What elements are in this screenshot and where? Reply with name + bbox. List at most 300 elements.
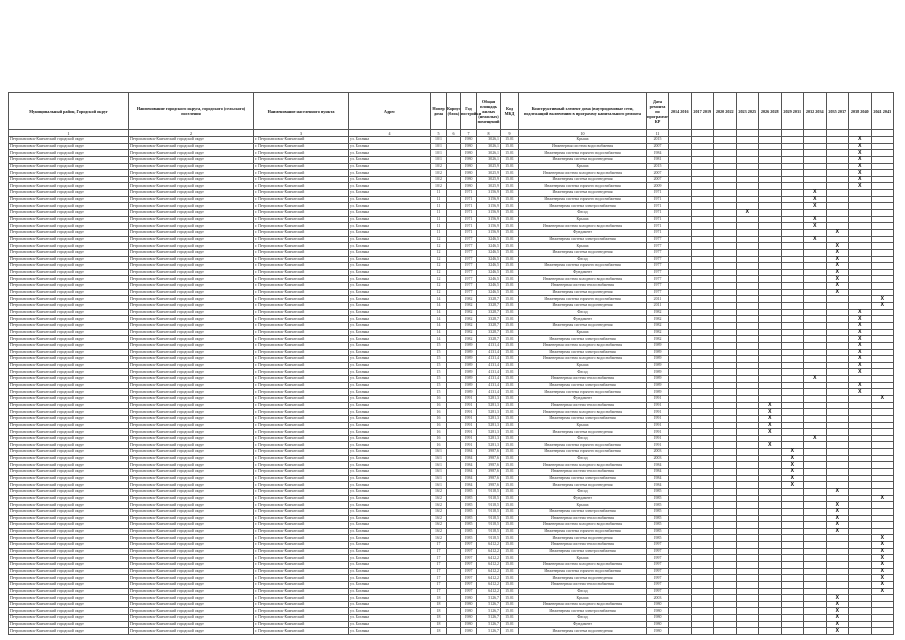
cell-area: 3246,5 — [477, 256, 501, 263]
cell-block — [447, 196, 461, 203]
cell-period-5 — [759, 568, 782, 575]
cell-period-6 — [781, 376, 804, 383]
cell-period-9 — [849, 190, 872, 197]
cell-period-5 — [759, 156, 782, 163]
cell-code: 15.01 — [501, 435, 519, 442]
cell-element: Инженерная система холодного водоснабжения — [519, 276, 647, 283]
cell-street: ул. Бохняка — [349, 615, 431, 622]
cell-period-1 — [669, 482, 692, 489]
cell-period-8 — [826, 143, 849, 150]
cell-period-6 — [781, 369, 804, 376]
table-row — [9, 283, 894, 290]
cell-period-10 — [871, 422, 894, 429]
cell-code: 15.01 — [501, 575, 519, 582]
cell-period-3 — [714, 615, 737, 622]
cell-locality: г. Петропавловск-Камчатский — [254, 170, 349, 177]
cell-period-3 — [714, 303, 737, 310]
cell-period-1 — [669, 223, 692, 230]
cell-street: ул. Бохняка — [349, 435, 431, 442]
cell-period-2 — [691, 429, 714, 436]
cell-code: 15.01 — [501, 256, 519, 263]
cell-period-4 — [736, 522, 759, 529]
cell-period-10 — [871, 362, 894, 369]
cell-period-2 — [691, 276, 714, 283]
cell-period-2 — [691, 150, 714, 157]
cell-period-4 — [736, 469, 759, 476]
column-number: 9 — [501, 130, 519, 137]
column-number: 2 — [129, 130, 254, 137]
cell-repair-date: 1997 — [647, 568, 669, 575]
cell-element: Инженерная система горячего водоснабжения — [519, 183, 647, 190]
period-mark: X — [849, 342, 872, 349]
cell-year: 1977 — [461, 283, 477, 290]
cell-period-3 — [714, 415, 737, 422]
cell-repair-date: 1982 — [647, 329, 669, 336]
cell-district: Петропавловск-Камчатский городской округ — [9, 296, 129, 303]
cell-period-7 — [804, 389, 827, 396]
cell-block — [447, 522, 461, 529]
cell-period-10 — [871, 249, 894, 256]
cell-district: Петропавловск-Камчатский городской округ — [9, 415, 129, 422]
cell-period-4 — [736, 449, 759, 456]
cell-district: Петропавловск-Камчатский городской округ — [9, 356, 129, 363]
cell-period-10 — [871, 316, 894, 323]
cell-element: Фасад — [519, 615, 647, 622]
cell-area: 5281,3 — [477, 435, 501, 442]
cell-house: 14 — [431, 296, 447, 303]
cell-street: ул. Бохняка — [349, 342, 431, 349]
cell-element: Инженерная система холодного водоснабжения — [519, 562, 647, 569]
cell-district: Петропавловск-Камчатский городской округ — [9, 223, 129, 230]
cell-year: 1997 — [461, 588, 477, 595]
cell-period-5 — [759, 229, 782, 236]
cell-area: 5281,3 — [477, 442, 501, 449]
cell-district: Петропавловск-Камчатский городской округ — [9, 276, 129, 283]
cell-element: Инженерная система горячего водоснабжения — [519, 449, 647, 456]
cell-period-1 — [669, 535, 692, 542]
cell-period-6 — [781, 349, 804, 356]
cell-period-5 — [759, 289, 782, 296]
cell-settlement: Петропавловск-Камчатский городской округ — [129, 482, 254, 489]
cell-block — [447, 210, 461, 217]
cell-period-9 — [849, 216, 872, 223]
cell-area: 3156,9 — [477, 216, 501, 223]
cell-period-7 — [804, 562, 827, 569]
cell-period-10 — [871, 528, 894, 535]
cell-period-9 — [849, 210, 872, 217]
cell-year: 1989 — [461, 382, 477, 389]
cell-settlement: Петропавловск-Камчатский городской округ — [129, 548, 254, 555]
cell-period-6 — [781, 488, 804, 495]
cell-period-10 — [871, 462, 894, 469]
cell-repair-date: 1985 — [647, 528, 669, 535]
cell-year: 1989 — [461, 349, 477, 356]
cell-period-3 — [714, 150, 737, 157]
cell-period-10 — [871, 196, 894, 203]
cell-period-3 — [714, 196, 737, 203]
cell-district: Петропавловск-Камчатский городской округ — [9, 309, 129, 316]
cell-year: 1985 — [461, 495, 477, 502]
cell-period-1 — [669, 249, 692, 256]
cell-year: 1982 — [461, 329, 477, 336]
cell-street: ул. Бохняка — [349, 548, 431, 555]
cell-settlement: Петропавловск-Камчатский городской округ — [129, 515, 254, 522]
cell-period-5 — [759, 542, 782, 549]
table-row — [9, 562, 894, 569]
table-row — [9, 588, 894, 595]
cell-element: Инженерная система водоотведения — [519, 289, 647, 296]
cell-period-8 — [826, 575, 849, 582]
cell-period-3 — [714, 236, 737, 243]
cell-period-5 — [759, 336, 782, 343]
cell-period-9 — [849, 495, 872, 502]
cell-period-8 — [826, 475, 849, 482]
cell-code: 15.01 — [501, 269, 519, 276]
cell-period-2 — [691, 336, 714, 343]
period-mark: X — [826, 276, 849, 283]
cell-period-9 — [849, 542, 872, 549]
cell-period-4 — [736, 336, 759, 343]
cell-repair-date: 1984 — [647, 462, 669, 469]
cell-area: 3987,6 — [477, 455, 501, 462]
cell-period-5 — [759, 190, 782, 197]
cell-period-1 — [669, 455, 692, 462]
cell-period-6 — [781, 269, 804, 276]
cell-period-10 — [871, 442, 894, 449]
cell-period-5 — [759, 588, 782, 595]
cell-year: 1985 — [461, 535, 477, 542]
cell-period-7 — [804, 356, 827, 363]
cell-period-5 — [759, 349, 782, 356]
cell-settlement: Петропавловск-Камчатский городской округ — [129, 223, 254, 230]
cell-period-10 — [871, 236, 894, 243]
table-row — [9, 362, 894, 369]
cell-repair-date: 1977 — [647, 283, 669, 290]
cell-block — [447, 442, 461, 449]
cell-street: ул. Бохняка — [349, 502, 431, 509]
cell-block — [447, 482, 461, 489]
cell-period-2 — [691, 628, 714, 635]
cell-period-1 — [669, 422, 692, 429]
cell-period-3 — [714, 542, 737, 549]
cell-locality: г. Петропавловск-Камчатский — [254, 449, 349, 456]
cell-period-10 — [871, 216, 894, 223]
cell-street: ул. Бохняка — [349, 196, 431, 203]
cell-period-2 — [691, 256, 714, 263]
cell-period-3 — [714, 356, 737, 363]
cell-area: 5281,3 — [477, 429, 501, 436]
cell-period-7 — [804, 449, 827, 456]
cell-locality: г. Петропавловск-Камчатский — [254, 329, 349, 336]
cell-period-3 — [714, 628, 737, 635]
column-header: 2014 2016 — [669, 93, 692, 130]
cell-block — [447, 296, 461, 303]
cell-locality: г. Петропавловск-Камчатский — [254, 402, 349, 409]
cell-period-6 — [781, 296, 804, 303]
cell-block — [447, 535, 461, 542]
cell-area: 4131,4 — [477, 376, 501, 383]
cell-street: ул. Бохняка — [349, 482, 431, 489]
cell-district: Петропавловск-Камчатский городской округ — [9, 449, 129, 456]
table-row — [9, 442, 894, 449]
cell-period-7 — [804, 575, 827, 582]
cell-block — [447, 528, 461, 535]
column-number — [781, 130, 804, 137]
cell-period-6 — [781, 435, 804, 442]
cell-code: 15.01 — [501, 389, 519, 396]
cell-element: Фундамент — [519, 316, 647, 323]
cell-street: ул. Бохняка — [349, 243, 431, 250]
cell-house: 16/1 — [431, 462, 447, 469]
cell-period-1 — [669, 256, 692, 263]
table-row — [9, 449, 894, 456]
cell-period-6 — [781, 336, 804, 343]
cell-period-3 — [714, 382, 737, 389]
cell-period-9 — [849, 482, 872, 489]
cell-area: 9118,5 — [477, 515, 501, 522]
cell-street: ул. Бохняка — [349, 522, 431, 529]
cell-period-6 — [781, 502, 804, 509]
cell-street: ул. Бохняка — [349, 555, 431, 562]
cell-repair-date: 2015 — [647, 163, 669, 170]
cell-period-5 — [759, 495, 782, 502]
cell-period-8 — [826, 163, 849, 170]
cell-code: 15.01 — [501, 601, 519, 608]
cell-house: 12 — [431, 256, 447, 263]
cell-code: 15.01 — [501, 362, 519, 369]
cell-year: 1980 — [461, 621, 477, 628]
table-row — [9, 296, 894, 303]
cell-repair-date: 1981 — [647, 156, 669, 163]
table-row — [9, 422, 894, 429]
cell-period-10 — [871, 210, 894, 217]
cell-period-5 — [759, 276, 782, 283]
cell-area: 5126,7 — [477, 628, 501, 635]
cell-house: 10/1 — [431, 156, 447, 163]
cell-period-2 — [691, 568, 714, 575]
cell-house: 11 — [431, 229, 447, 236]
cell-block — [447, 601, 461, 608]
cell-period-4 — [736, 256, 759, 263]
period-mark: X — [849, 362, 872, 369]
cell-code: 15.01 — [501, 249, 519, 256]
cell-year: 1997 — [461, 548, 477, 555]
cell-house: 12 — [431, 276, 447, 283]
cell-locality: г. Петропавловск-Камчатский — [254, 362, 349, 369]
cell-period-5 — [759, 150, 782, 157]
cell-year: 1985 — [461, 508, 477, 515]
cell-street: ул. Бохняка — [349, 143, 431, 150]
cell-element: Инженерная система электроснабжения — [519, 508, 647, 515]
cell-period-7 — [804, 395, 827, 402]
cell-period-6 — [781, 415, 804, 422]
cell-repair-date: 1984 — [647, 475, 669, 482]
cell-year: 1982 — [461, 316, 477, 323]
cell-period-2 — [691, 575, 714, 582]
cell-code: 15.01 — [501, 263, 519, 270]
column-header: Корпус (блок) — [447, 93, 461, 130]
cell-period-7 — [804, 475, 827, 482]
cell-period-1 — [669, 210, 692, 217]
cell-period-7 — [804, 316, 827, 323]
cell-period-4 — [736, 289, 759, 296]
cell-house: 16/2 — [431, 528, 447, 535]
cell-settlement: Петропавловск-Камчатский городской округ — [129, 322, 254, 329]
cell-period-7 — [804, 415, 827, 422]
cell-street: ул. Бохняка — [349, 216, 431, 223]
table-body — [9, 137, 894, 635]
cell-area: 6412,2 — [477, 562, 501, 569]
cell-element: Инженерная система электроснабжения — [519, 203, 647, 210]
cell-district: Петропавловск-Камчатский городской округ — [9, 528, 129, 535]
column-header: Муниципальный район, Городской округ — [9, 93, 129, 130]
cell-period-4 — [736, 628, 759, 635]
cell-house: 10/1 — [431, 143, 447, 150]
period-mark: X — [826, 256, 849, 263]
cell-repair-date: 1971 — [647, 223, 669, 230]
cell-block — [447, 449, 461, 456]
cell-locality: г. Петропавловск-Камчатский — [254, 455, 349, 462]
cell-period-9 — [849, 581, 872, 588]
cell-year: 1989 — [461, 356, 477, 363]
cell-district: Петропавловск-Камчатский городской округ — [9, 409, 129, 416]
cell-code: 15.01 — [501, 243, 519, 250]
cell-block — [447, 303, 461, 310]
cell-period-4 — [736, 296, 759, 303]
cell-house: 15 — [431, 342, 447, 349]
cell-area: 3328,7 — [477, 336, 501, 343]
cell-period-1 — [669, 322, 692, 329]
cell-year: 1971 — [461, 190, 477, 197]
cell-period-6 — [781, 283, 804, 290]
cell-year: 1971 — [461, 196, 477, 203]
table-header — [9, 93, 894, 137]
cell-period-3 — [714, 608, 737, 615]
cell-period-7 — [804, 495, 827, 502]
cell-district: Петропавловск-Камчатский городской округ — [9, 362, 129, 369]
cell-period-9 — [849, 435, 872, 442]
cell-block — [447, 575, 461, 582]
cell-locality: г. Петропавловск-Камчатский — [254, 216, 349, 223]
cell-year: 1980 — [461, 150, 477, 157]
cell-period-6 — [781, 581, 804, 588]
cell-locality: г. Петропавловск-Камчатский — [254, 263, 349, 270]
cell-area: 5281,3 — [477, 415, 501, 422]
cell-period-3 — [714, 502, 737, 509]
cell-code: 15.01 — [501, 528, 519, 535]
cell-street: ул. Бохняка — [349, 462, 431, 469]
cell-locality: г. Петропавловск-Камчатский — [254, 442, 349, 449]
cell-period-4 — [736, 389, 759, 396]
cell-block — [447, 263, 461, 270]
period-mark: X — [736, 210, 759, 217]
period-mark: X — [871, 562, 894, 569]
cell-period-1 — [669, 356, 692, 363]
cell-period-10 — [871, 628, 894, 635]
cell-block — [447, 628, 461, 635]
table-row — [9, 595, 894, 602]
cell-locality: г. Петропавловск-Камчатский — [254, 508, 349, 515]
cell-locality: г. Петропавловск-Камчатский — [254, 190, 349, 197]
period-mark: X — [849, 356, 872, 363]
cell-period-2 — [691, 502, 714, 509]
cell-code: 15.01 — [501, 395, 519, 402]
cell-house: 16 — [431, 409, 447, 416]
cell-repair-date: 1989 — [647, 369, 669, 376]
cell-locality: г. Петропавловск-Камчатский — [254, 475, 349, 482]
cell-period-10 — [871, 190, 894, 197]
cell-year: 1989 — [461, 389, 477, 396]
cell-period-2 — [691, 316, 714, 323]
cell-period-7 — [804, 588, 827, 595]
cell-period-7 — [804, 515, 827, 522]
column-header: 2038 2040 — [849, 93, 872, 130]
cell-settlement: Петропавловск-Камчатский городской округ — [129, 455, 254, 462]
cell-house: 15 — [431, 382, 447, 389]
cell-period-5 — [759, 595, 782, 602]
cell-period-10 — [871, 170, 894, 177]
cell-repair-date: 1989 — [647, 376, 669, 383]
cell-settlement: Петропавловск-Камчатский городской округ — [129, 236, 254, 243]
cell-period-3 — [714, 216, 737, 223]
cell-period-9 — [849, 508, 872, 515]
cell-period-7 — [804, 548, 827, 555]
period-mark: X — [759, 409, 782, 416]
cell-street: ул. Бохняка — [349, 608, 431, 615]
cell-period-5 — [759, 581, 782, 588]
cell-code: 15.01 — [501, 303, 519, 310]
cell-house: 16 — [431, 395, 447, 402]
cell-district: Петропавловск-Камчатский городской округ — [9, 495, 129, 502]
period-mark: X — [781, 475, 804, 482]
cell-period-1 — [669, 216, 692, 223]
cell-period-1 — [669, 316, 692, 323]
cell-period-7 — [804, 349, 827, 356]
cell-element: Инженерная система водоотведения — [519, 429, 647, 436]
cell-period-10 — [871, 369, 894, 376]
cell-period-4 — [736, 462, 759, 469]
cell-code: 15.01 — [501, 190, 519, 197]
table-row — [9, 223, 894, 230]
cell-period-3 — [714, 263, 737, 270]
cell-settlement: Петропавловск-Камчатский городской округ — [129, 435, 254, 442]
cell-area: 3987,6 — [477, 449, 501, 456]
period-mark: X — [826, 508, 849, 515]
cell-street: ул. Бохняка — [349, 429, 431, 436]
cell-street: ул. Бохняка — [349, 628, 431, 635]
cell-period-3 — [714, 203, 737, 210]
cell-year: 1989 — [461, 342, 477, 349]
cell-period-1 — [669, 628, 692, 635]
cell-locality: г. Петропавловск-Камчатский — [254, 628, 349, 635]
cell-period-4 — [736, 562, 759, 569]
cell-period-10 — [871, 409, 894, 416]
cell-code: 15.01 — [501, 522, 519, 529]
cell-period-6 — [781, 562, 804, 569]
cell-year: 1984 — [461, 455, 477, 462]
cell-district: Петропавловск-Камчатский городской округ — [9, 203, 129, 210]
table-row — [9, 548, 894, 555]
cell-house: 15 — [431, 362, 447, 369]
column-number — [669, 130, 692, 137]
cell-period-5 — [759, 376, 782, 383]
period-mark: X — [804, 435, 827, 442]
cell-period-4 — [736, 283, 759, 290]
cell-house: 11 — [431, 223, 447, 230]
cell-period-6 — [781, 289, 804, 296]
cell-street: ул. Бохняка — [349, 475, 431, 482]
cell-district: Петропавловск-Камчатский городской округ — [9, 216, 129, 223]
